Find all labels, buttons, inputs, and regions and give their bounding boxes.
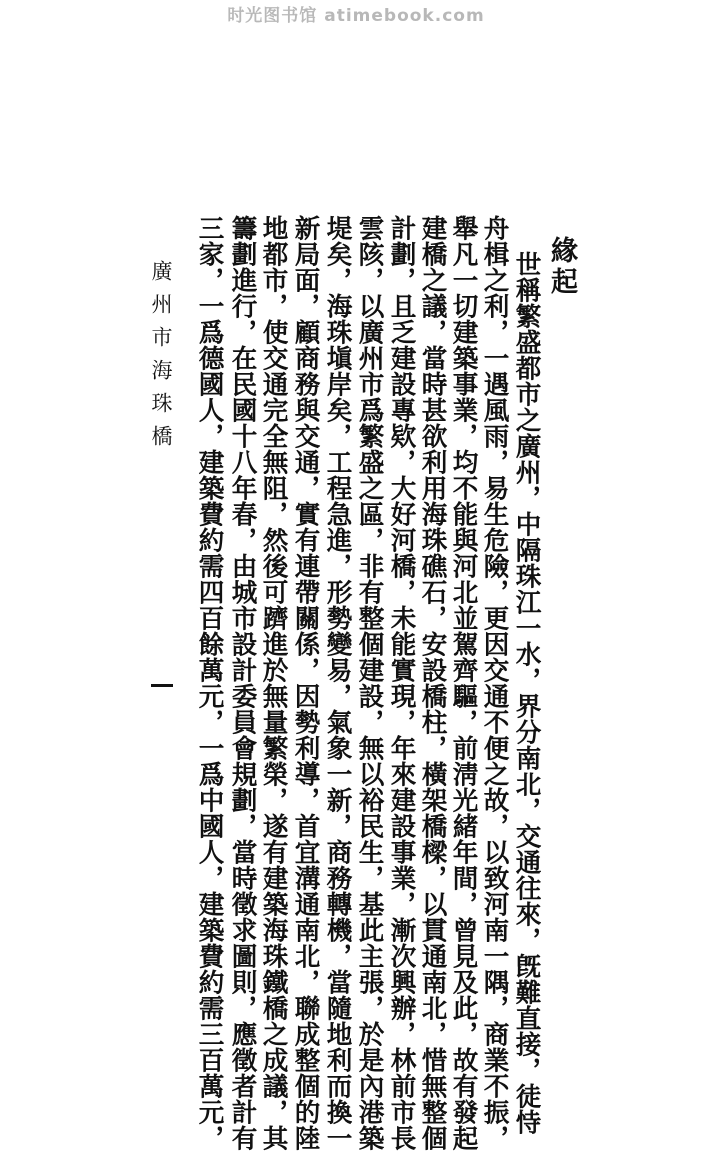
body-line: 雲陔，以廣州市爲繁盛之區，非有整個建設，無以裕民生，基此主張，於是內港築: [354, 215, 385, 1151]
body-line: 建橋之議，當時甚欲利用海珠礁石，安設橋柱，橫架橋樑，以貫通南北，惜無整個: [417, 215, 448, 1151]
watermark: 时光图书馆 atimebook.com: [227, 6, 485, 26]
body-line: 計劃，且乏建設專欵，大好河橋，未能實現，年來建設事業，漸次興辦，林前市長: [386, 215, 417, 1151]
running-title: 廣州市海珠橋: [149, 260, 173, 458]
body-line: 新局面，顧商務與交通，實有連帶關係，因勢利導，首宜溝通南北，聯成整個的陸: [290, 215, 321, 1151]
body-line: 三家，一爲德國人，建築費約需四百餘萬元，一爲中國人，建築費約需三百萬元，: [194, 215, 225, 1151]
page-number: [151, 684, 173, 687]
body-line: 堤矣，海珠塡岸矣，工程急進，形勢變易，氣象一新，商務轉機，當隨地利而換一: [322, 215, 353, 1151]
body-line: 世稱繁盛都市之廣州，中隔珠江一水，界分南北，交通往來，旣難直接，徒恃: [511, 251, 542, 1135]
body-line: 舟楫之利，一遇風雨，易生危險，更因交通不便之故，以致河南一隅，商業不振，: [479, 215, 510, 1151]
section-title: 緣起: [546, 236, 577, 298]
body-line: 地都市，使交通完全無阻，然後可躋進於無量繁榮，遂有建築海珠鐵橋之成議，其: [258, 215, 289, 1151]
body-line: 舉凡一切建築事業，均不能與河北並駕齊驅，前淸光緒年間，曾見及此，故有發起: [448, 215, 479, 1151]
body-line: 籌劃進行，在民國十八年春，由城市設計委員會規劃，當時徵求圖則，應徵者計有: [227, 215, 258, 1151]
